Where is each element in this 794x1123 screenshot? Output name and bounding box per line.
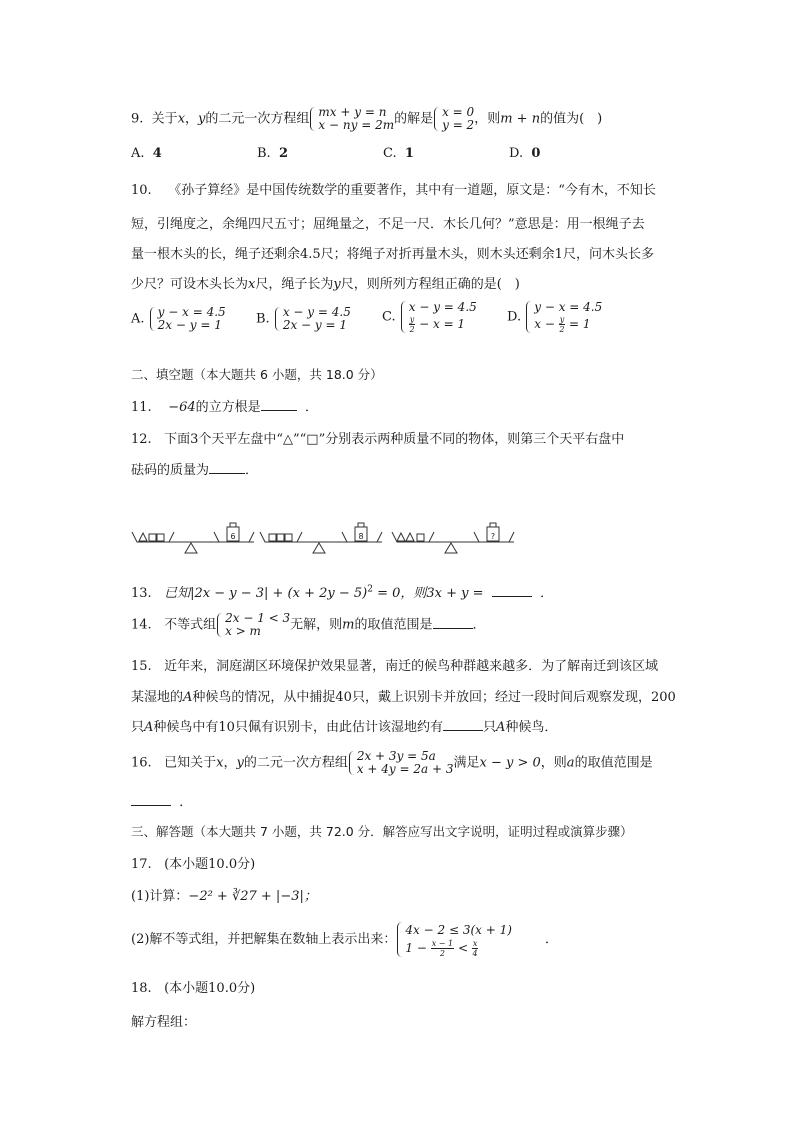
option-b[interactable]: B. x − y = 4.5 2x − y = 1: [256, 305, 351, 332]
option-b[interactable]: B. 2: [257, 146, 288, 161]
answer-blank[interactable]: [492, 584, 532, 597]
score: (本小题10.0分): [164, 981, 256, 996]
question-11: 11. −64的立方根是 ．: [131, 400, 318, 415]
answer-blank[interactable]: [261, 398, 297, 411]
question-number: 10.: [131, 183, 152, 198]
solution-system: x = 0 y = 2: [433, 106, 474, 132]
option-a[interactable]: A. 4: [131, 146, 162, 161]
weight-label-1: 6: [230, 532, 236, 541]
answer-blank[interactable]: [443, 718, 483, 731]
equation-system: mx + y = n x − ny = 2m: [309, 106, 394, 132]
score: (本小题10.0分): [164, 857, 256, 872]
question-number: 11.: [131, 400, 152, 415]
answer-blank[interactable]: [131, 793, 171, 806]
section-heading: 二、填空题（本大题共 6 小题，共 18.0 分）: [131, 367, 383, 382]
option-c[interactable]: C. x − y = 4.5 $\frac{y}{2}$ − x = 1: [382, 300, 477, 334]
option-d[interactable]: D. 0: [509, 146, 541, 161]
question-number: 16.: [131, 755, 152, 771]
question-number: 17.: [131, 857, 152, 872]
balance-scales-figure: [130, 518, 650, 568]
question-number: 15.: [131, 659, 152, 674]
question-number: 14.: [131, 617, 152, 633]
weight-label-3: ?: [490, 532, 496, 541]
question-14: 14. 不等式组 2x − 1 < 3 x > m 无解，则m的取值范围是 ．: [131, 611, 486, 638]
question-9: 9. 关于x，y的二元一次方程组 mx + y = n x − ny = 2m 的解是 x = 0 y = 2 ，则m + n的值为( ): [131, 105, 603, 132]
option-c[interactable]: C. 1: [383, 146, 414, 161]
answer-blank[interactable]: [209, 461, 245, 474]
question-number: 12.: [131, 432, 152, 447]
section-heading: 三、解答题（本大题共 7 小题，共 72.0 分．解答应写出文字说明，证明过程或演算步骤）: [131, 824, 633, 839]
weight-label-2: 8: [358, 532, 364, 541]
answer-blank[interactable]: [433, 616, 473, 629]
question-number: 9.: [131, 111, 144, 127]
question-number: 18.: [131, 981, 152, 996]
option-d[interactable]: D. y − x = 4.5 x − $\frac{y}{2}$ = 1: [507, 300, 603, 334]
balance-scale-2: [260, 523, 382, 553]
balance-scale-1: [132, 523, 254, 553]
balance-scale-3: [392, 523, 514, 553]
option-a[interactable]: A. y − x = 4.5 2x − y = 1: [131, 305, 226, 332]
question-13: 13. 已知$|2x - y - 3| + (x + 2y - 5)^2 = 0$，则3x + y = ．: [131, 584, 554, 601]
question-number: 13.: [131, 586, 152, 601]
